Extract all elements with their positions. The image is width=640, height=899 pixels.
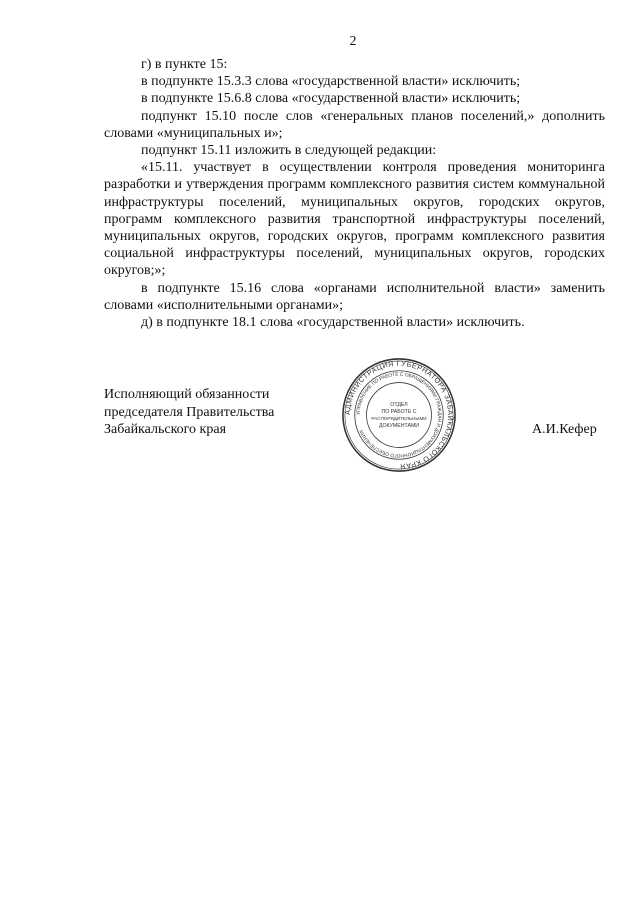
paragraph: подпункт 15.10 после слов «генеральных планов поселений,» дополнить словами «муниципальных и»;	[104, 108, 605, 141]
paragraph: г) в пункте 15:	[141, 57, 228, 72]
page-number: 2	[349, 34, 357, 49]
signer-position-line: Исполняющий обязанности	[104, 387, 270, 402]
paragraph: д) в подпункте 18.1 слова «государственной власти» исключить.	[141, 315, 525, 331]
official-stamp	[340, 356, 458, 474]
signer-position-line: Забайкальского края	[104, 422, 227, 437]
paragraph: в подпункте 15.3.3 слова «государственной власти» исключить;	[141, 74, 521, 90]
stamp-middle-text: УПРАВЛЕНИЕ ПО РАБОТЕ С ОБРАЩЕНИЯМИ ГРАЖДАН И ДОКУМЕНТАЦИОННОГО ОБЕСПЕЧЕНИЯ	[356, 372, 442, 458]
stamp-center-line: ПО РАБОТЕ С	[381, 409, 417, 416]
signer-position	[104, 386, 274, 439]
paragraph: в подпункте 15.16 слова «органами исполнительной власти» заменить словами «исполнительными органами»;	[104, 280, 605, 313]
signer-name: А.И.Кефер	[532, 422, 597, 437]
paragraph: «15.11. участвует в осуществлении контроля проведения мониторинга разработки и утверждения программ комплексного развития систем коммунальной инфраструктуры поселений, муниципальных округов, городских округов, программ комплексного развития транспортной инфраструктуры поселений, муниципальных округов, городских округов, программ комплексного развития социальной инфраструктуры поселений, муниципальных округов, городских округов;»;	[104, 160, 605, 279]
stamp-center-line: ОТДЕЛ	[390, 402, 408, 409]
paragraph: в подпункте 15.6.8 слова «государственной власти» исключить;	[141, 91, 521, 107]
paragraph: подпункт 15.11 изложить в следующей редакции:	[141, 143, 437, 159]
signer-position-line: председателя Правительства	[104, 404, 275, 420]
stamp-center-line: РАСПОРЯДИТЕЛЬНЫМИ	[371, 415, 427, 421]
stamp-center-line: ДОКУМЕНТАМИ	[378, 422, 420, 429]
document-body	[104, 56, 605, 331]
stamp-outer-text: АДМИНИСТРАЦИЯ ГУБЕРНАТОРА ЗАБАЙКАЛЬСКОГО КРАЯ	[343, 359, 455, 471]
